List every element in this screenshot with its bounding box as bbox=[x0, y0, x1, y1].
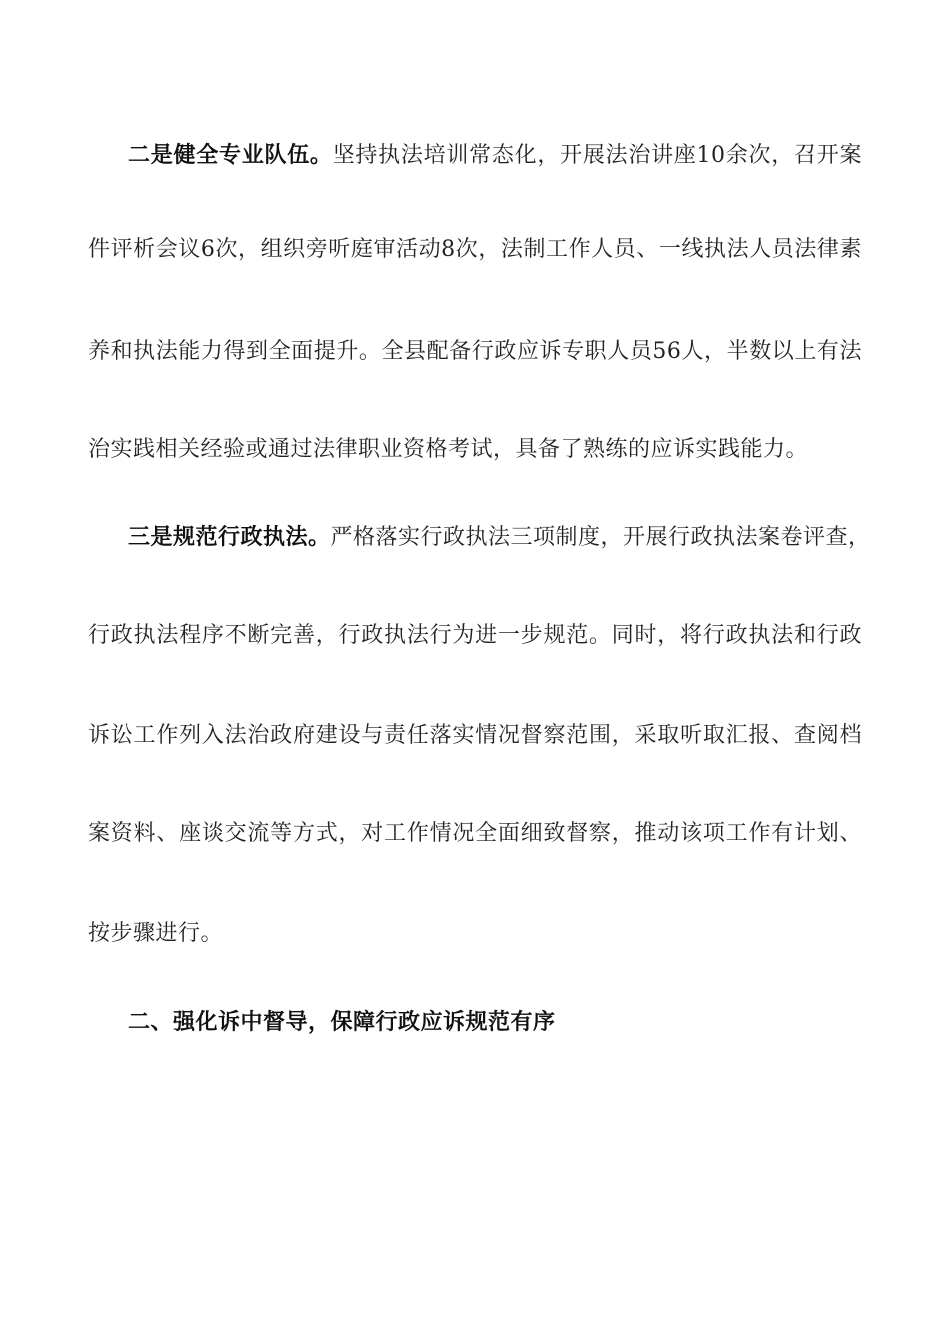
paragraph-3-line-5: 按步骤进行。 bbox=[88, 921, 224, 946]
paragraph-2-line-1-text: 坚持执法培训常态化，开展法治讲座10余次，召开案 bbox=[332, 143, 862, 168]
paragraph-3-lead: 三是规范行政执法。 bbox=[128, 524, 331, 550]
paragraph-2-lead: 二是健全专业队伍。 bbox=[128, 142, 333, 168]
section-heading: 二、强化诉中督导，保障行政应诉规范有序 bbox=[128, 1009, 556, 1035]
paragraph-3-line-2: 行政执法程序不断完善，行政执法行为进一步规范。同时，将行政执法和行政 bbox=[88, 623, 862, 648]
paragraph-2-line-2: 件评析会议6次，组织旁听庭审活动8次，法制工作人员、一线执法人员法律素 bbox=[88, 237, 862, 262]
paragraph-2-line-3: 养和执法能力得到全面提升。全县配备行政应诉专职人员56人，半数以上有法 bbox=[88, 339, 862, 364]
paragraph-2-line-1 bbox=[128, 137, 862, 173]
paragraph-2-line-4: 治实践相关经验或通过法律职业资格考试，具备了熟练的应诉实践能力。 bbox=[88, 437, 809, 462]
paragraph-3-line-3: 诉讼工作列入法治政府建设与责任落实情况督察范围，采取听取汇报、查阅档 bbox=[88, 723, 862, 748]
paragraph-3-line-1-text: 严格落实行政执法三项制度，开展行政执法案卷评查， bbox=[330, 525, 871, 550]
paragraph-3-line-1 bbox=[128, 519, 871, 555]
paragraph-3-line-4: 案资料、座谈交流等方式，对工作情况全面细致督察，推动该项工作有计划、 bbox=[88, 821, 862, 846]
